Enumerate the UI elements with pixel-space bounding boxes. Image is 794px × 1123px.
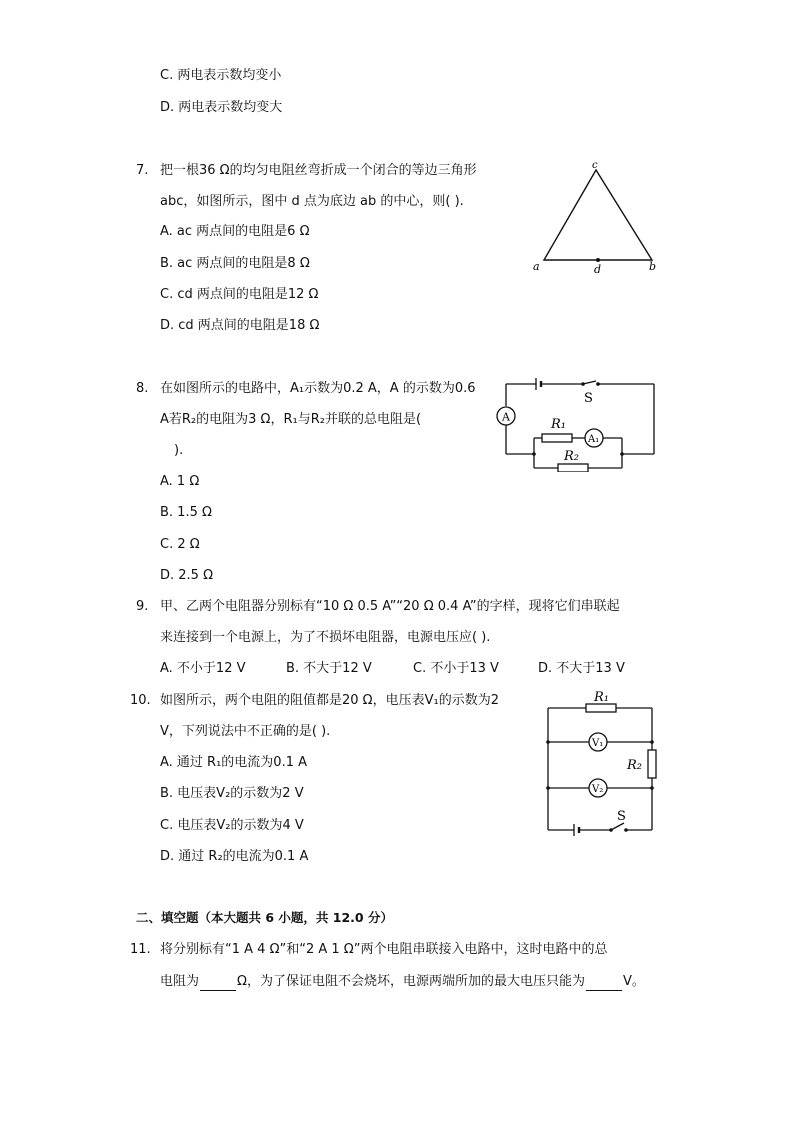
q6-option-c: C. 两电表示数均变小 xyxy=(160,68,282,83)
resistor-r2 xyxy=(648,750,656,778)
q11-text-2c: V。 xyxy=(622,974,645,989)
q7-text-line2: abc，如图所示，图中 d 点为底边 ab 的中心，则( ). xyxy=(160,194,464,209)
q7-triangle-figure xyxy=(528,156,668,276)
ammeter-a1-label: A₁ xyxy=(588,434,600,445)
resistor-r2 xyxy=(558,464,588,472)
r1-label: R₁ xyxy=(551,417,566,432)
q10-option-b: B. 电压表V₂的示数为2 V xyxy=(160,786,304,801)
q7-option-b: B. ac 两点间的电阻是8 Ω xyxy=(160,256,310,271)
q7-option-d: D. cd 两点间的电阻是18 Ω xyxy=(160,318,320,333)
q10-option-c: C. 电压表V₂的示数为4 V xyxy=(160,818,304,833)
q9-option-d: D. 不大于13 V xyxy=(538,661,625,676)
q10-circuit-figure xyxy=(540,688,662,836)
triangle-shape xyxy=(544,170,652,260)
q8-text-line3: ). xyxy=(174,443,184,458)
q7-option-a: A. ac 两点间的电阻是6 Ω xyxy=(160,224,310,239)
switch-lever xyxy=(583,381,596,384)
q7-option-c: C. cd 两点间的电阻是12 Ω xyxy=(160,287,319,302)
q8-option-d: D. 2.5 Ω xyxy=(160,568,214,583)
q11-blank-2[interactable] xyxy=(586,976,622,991)
q10-option-d: D. 通过 R₂的电流为0.1 A xyxy=(160,849,309,864)
q11-text-line2 xyxy=(160,973,645,991)
r1-label: R₁ xyxy=(594,690,609,705)
label-b: b xyxy=(649,260,657,273)
q6-option-d: D. 两电表示数均变大 xyxy=(160,100,283,115)
q8-option-a: A. 1 Ω xyxy=(160,474,200,489)
q10-number: 10. xyxy=(130,693,151,708)
ammeter-a-label: A xyxy=(502,410,510,424)
switch-lever xyxy=(611,823,624,830)
v2-label: V₂ xyxy=(592,784,604,795)
q8-text-line1: 在如图所示的电路中，A₁示数为0.2 A，A 的示数为0.6 xyxy=(160,381,476,396)
resistor-r1 xyxy=(586,704,616,712)
q11-text-2b: Ω，为了保证电阻不会烧坏，电源两端所加的最大电压只能为 xyxy=(237,974,585,989)
q9-option-a: A. 不小于12 V xyxy=(160,661,246,676)
v1-label: V₁ xyxy=(592,738,604,749)
q7-text-line1: 把一根36 Ω的均匀电阻丝弯折成一个闭合的等边三角形 xyxy=(160,163,477,178)
q9-option-b: B. 不大于12 V xyxy=(286,661,372,676)
q9-option-c: C. 不小于13 V xyxy=(413,661,499,676)
switch-label: S xyxy=(584,391,593,406)
q11-text-line1: 将分别标有“1 A 4 Ω”和“2 A 1 Ω”两个电阻串联接入电路中，这时电路中的总 xyxy=(160,942,608,957)
q9-text-line2: 来连接到一个电源上，为了不损坏电阻器，电源电压应( ). xyxy=(160,630,491,645)
q11-text-2a: 电阻为 xyxy=(160,974,200,989)
label-a: a xyxy=(533,260,540,273)
q8-option-c: C. 2 Ω xyxy=(160,537,200,552)
q11-blank-1[interactable] xyxy=(200,976,236,991)
r2-label: R₂ xyxy=(627,758,642,773)
q8-circuit-figure xyxy=(494,376,660,472)
q9-text-line1: 甲、乙两个电阻器分别标有“10 Ω 0.5 A”“20 Ω 0.4 A”的字样，现将它们串联起 xyxy=(160,599,620,614)
switch-label: S xyxy=(617,809,626,824)
q7-number: 7. xyxy=(136,163,149,178)
q8-text-line2: A若R₂的电阻为3 Ω，R₁与R₂并联的总电阻是( xyxy=(160,412,422,427)
point-d-dot xyxy=(596,258,600,262)
q8-option-b: B. 1.5 Ω xyxy=(160,505,212,520)
q10-option-a: A. 通过 R₁的电流为0.1 A xyxy=(160,755,308,770)
r2-label: R₂ xyxy=(564,449,579,464)
label-d: d xyxy=(594,263,602,276)
q9-number: 9. xyxy=(136,599,149,614)
resistor-r1 xyxy=(542,434,572,442)
q10-text-line1: 如图所示，两个电阻的阻值都是20 Ω，电压表V₁的示数为2 xyxy=(160,693,499,708)
label-c: c xyxy=(592,160,598,171)
q11-number: 11. xyxy=(130,942,151,957)
q10-text-line2: V，下列说法中不正确的是( ). xyxy=(160,724,331,739)
q8-number: 8. xyxy=(136,381,149,396)
section-title: 二、填空题（本大题共 6 小题，共 12.0 分） xyxy=(136,910,393,925)
